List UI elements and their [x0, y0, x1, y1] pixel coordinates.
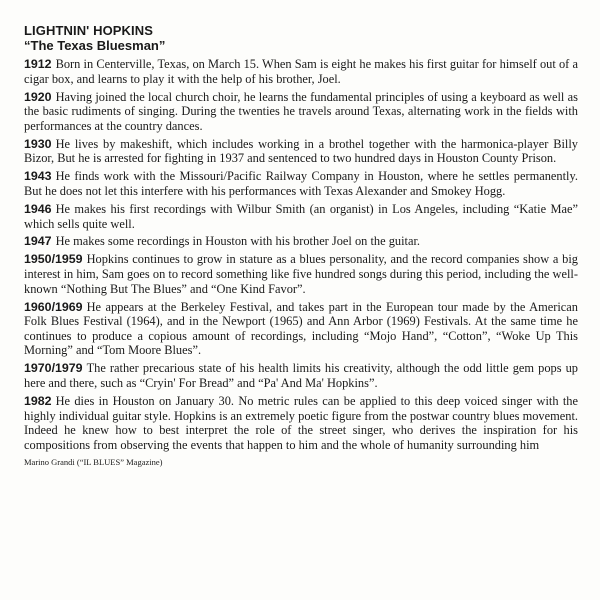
entry-text: The rather precarious state of his health limits his creativity, although the odd little gem pops up here and there, such as “Cryin' For Bread” and “Pa' And Ma' Hopkins”.	[24, 361, 578, 390]
entry-year: 1982	[24, 393, 52, 408]
entry-text: He lives by makeshift, which includes working in a brothel together with the harmonica-player Billy Bizor, But he is arrested for fighting in 1937 and sentenced to two hundred days in Houston County Prison.	[24, 136, 578, 166]
entry-text: He dies in Houston on January 30. No metric rules can be applied to this deep voiced singer with the highly individual guitar style. Hopkins is an extremely poetic figure from the postwar country blues movement. Indeed he knew how to best interpret the role of the street singer, who derives the inspiration for his compositions from observing the events that happen to him and the whole of humanity surrounding him	[24, 393, 578, 452]
entry-text: Hopkins continues to grow in stature as a blues personality, and the record companies show a big interest in him, Sam goes on to record something like five hundred songs during this period, including the well-known “Nothing But The Blues” and “One Kind Favor”.	[24, 252, 578, 296]
entry-text: He makes his first recordings with Wilbur Smith (an organist) in Los Angeles, including “Katie Mae” which sells quite well.	[24, 201, 578, 231]
entry-text: He finds work with the Missouri/Pacific Railway Company in Houston, where he settles permanently. But he does not let this interfere with his performances with Texas Alexander and Smokey Hogg.	[24, 169, 578, 198]
entry-year: 1920	[24, 89, 52, 104]
timeline-entry	[24, 252, 578, 296]
entry-year: 1930	[24, 136, 52, 151]
timeline-entry	[24, 57, 578, 86]
timeline-entry	[24, 202, 578, 231]
entry-text: He appears at the Berkeley Festival, and takes part in the European tour made by the American Folk Blues Festival (1964), and in the Newport (1965) and Ann Arbor (1969) Festivals. At the same time he continues to produce a copious amount of recordings, including “Mojo Hand”, “Cotton”, “Woke Up This Morning” and “Tom Moore Blues”.	[24, 299, 578, 358]
timeline-entry	[24, 137, 578, 166]
entry-year: 1960/1969	[24, 299, 83, 314]
entry-text: Having joined the local church choir, he learns the fundamental principles of using a keyboard as well as the basic rudiments of singing. During the twenties he travels around Texas, alternating work in the fields with performances at the country dances.	[24, 89, 578, 133]
artist-nickname: “The Texas Bluesman”	[24, 38, 166, 53]
timeline-entry	[24, 394, 578, 452]
entry-year: 1970/1979	[24, 361, 83, 376]
entry-year: 1912	[24, 57, 52, 71]
timeline-entry	[24, 361, 578, 390]
entry-year: 1943	[24, 169, 52, 184]
timeline-entry	[24, 169, 578, 198]
entry-text: Born in Centerville, Texas, on March 15. When Sam is eight he makes his first guitar for himself out of a cigar box, and learns to play it with the help of his brother, Joel.	[24, 57, 578, 86]
entry-year: 1946	[24, 201, 52, 216]
timeline-entry	[24, 300, 578, 358]
artist-name: LIGHTNIN' HOPKINS	[24, 23, 154, 38]
timeline-entry	[24, 90, 578, 134]
author-credit: Marino Grandi (“IL BLUES” Magazine)	[24, 457, 163, 468]
entry-year: 1947	[24, 234, 52, 249]
entry-text: He makes some recordings in Houston with his brother Joel on the guitar.	[55, 234, 421, 249]
entry-year: 1950/1959	[24, 252, 83, 267]
timeline-entry	[24, 234, 578, 249]
